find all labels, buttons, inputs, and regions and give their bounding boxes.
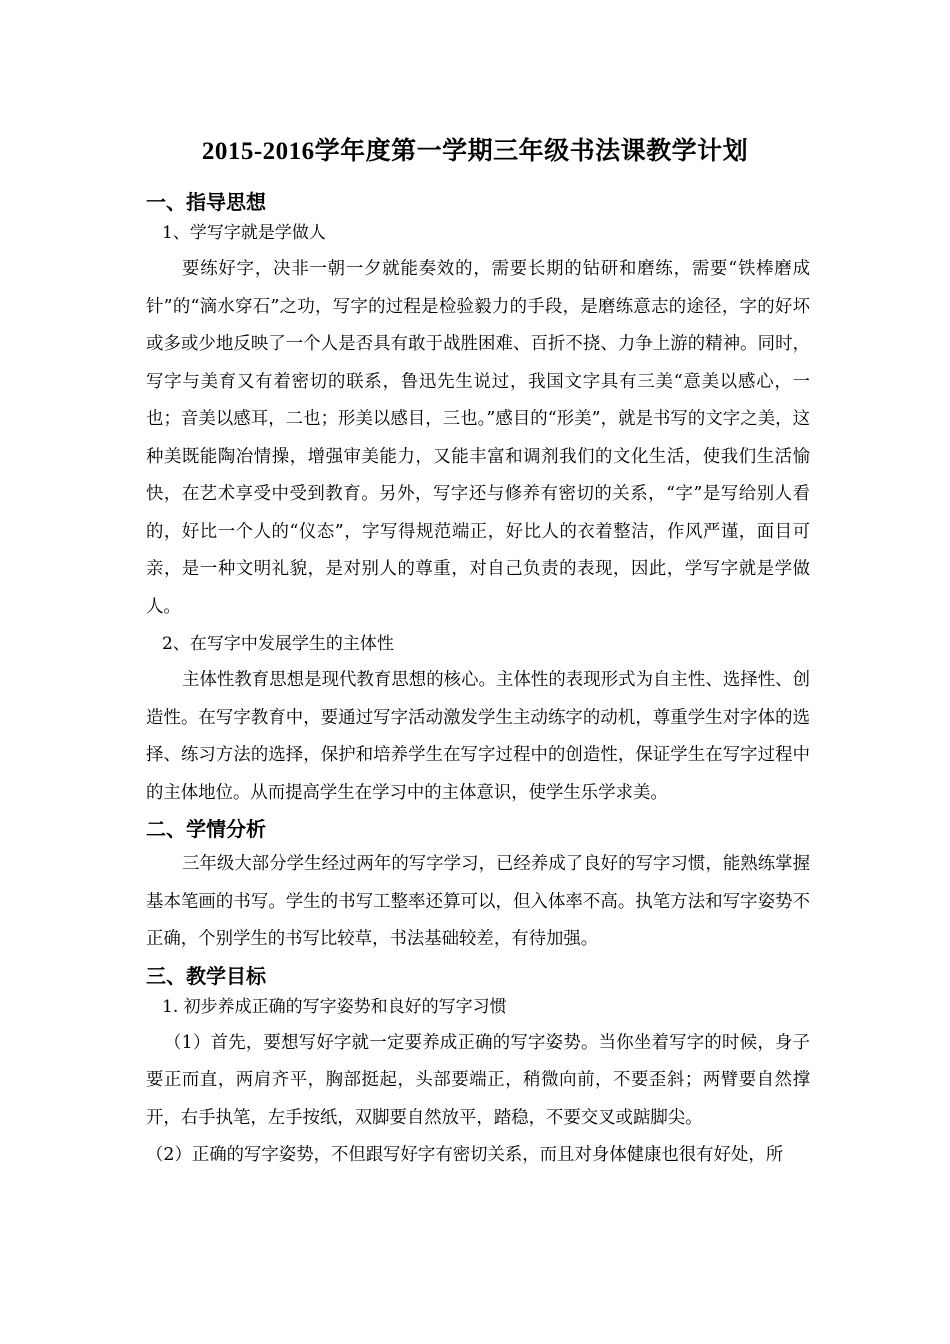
- subheading-student-subjectivity: 2、在写字中发展学生的主体性: [162, 634, 394, 654]
- section-heading-guiding-thought: 一、指导思想: [146, 190, 266, 214]
- section-heading-learning-analysis: 二、学情分析: [146, 817, 266, 841]
- subheading-writing-posture: 1. 初步养成正确的写字姿势和良好的写字习惯: [162, 996, 507, 1017]
- document-title: 2015-2016学年度第一学期三年级书法课教学计划: [201, 138, 749, 165]
- paragraph-learn-writing: 要练好字，决非一朝一夕就能奏效的，需要长期的钻研和磨练，需要“铁棒磨成针”的“滴水穿石”之功，写字的过程是检验毅力的手段，是磨练意志的途径，字的好坏或多或少地反映了一个人是否具有敢于战胜困难、百折不挠、力争上游的精神。同时，写字与美育又有着密切的联系，鲁迅先生说过，我国文字具有三美“意美以感心，一也；音美以感耳，二也；形美以感目，三也。”感目的“形美”，就是书写的文字之美，这种美既能陶冶情操，增强审美能力，又能丰富和调剂我们的文化生活，使我们生活愉快，在艺术享受中受到教育。另外，写字还与修养有密切的关系，“字”是写给别人看的，好比一个人的“仪态”，字写得规范端正，好比人的衣着整洁，作风严谨，面目可亲，是一种文明礼貌，是对别人的尊重，对自己负责的表现，因此，学写字就是学做人。: [146, 259, 810, 617]
- paragraph-learning-analysis: 三年级大部分学生经过两年的写字学习，已经养成了良好的写字习惯，能熟练掌握基本笔画的书写。学生的书写工整率还算可以，但入体率不高。执笔方法和写字姿势不正确，个别学生的书写比较草，书法基础较差，有待加强。: [146, 854, 810, 949]
- paragraph-student-subjectivity: 主体性教育思想是现代教育思想的核心。主体性的表现形式为自主性、选择性、创造性。在写字教育中，要通过写字活动激发学生主动练字的动机，尊重学生对字体的选择、练习方法的选择，保护和培养学生在写字过程中的创造性，保证学生在写字过程中的主体地位。从而提高学生在学习中的主体意识，使学生乐学求美。: [146, 670, 810, 803]
- paragraph-posture-2: （2）正确的写字姿势，不但跟写好字有密切关系，而且对身体健康也很有好处，所: [146, 1145, 784, 1165]
- section-heading-teaching-goals: 三、教学目标: [146, 963, 266, 988]
- paragraph-posture-1: （1）首先，要想写好字就一定要养成正确的写字姿势。当你坐着写字的时候，身子要正而直，两肩齐平，胸部挺起，头部要端正，稍微向前，不要歪斜；两臂要自然撑开，右手执笔，左手按纸，双脚要自然放平，踏稳，不要交叉或踮脚尖。: [146, 1032, 810, 1128]
- document-body: [146, 185, 810, 1175]
- subheading-learn-writing: 1、学写字就是学做人: [162, 223, 326, 243]
